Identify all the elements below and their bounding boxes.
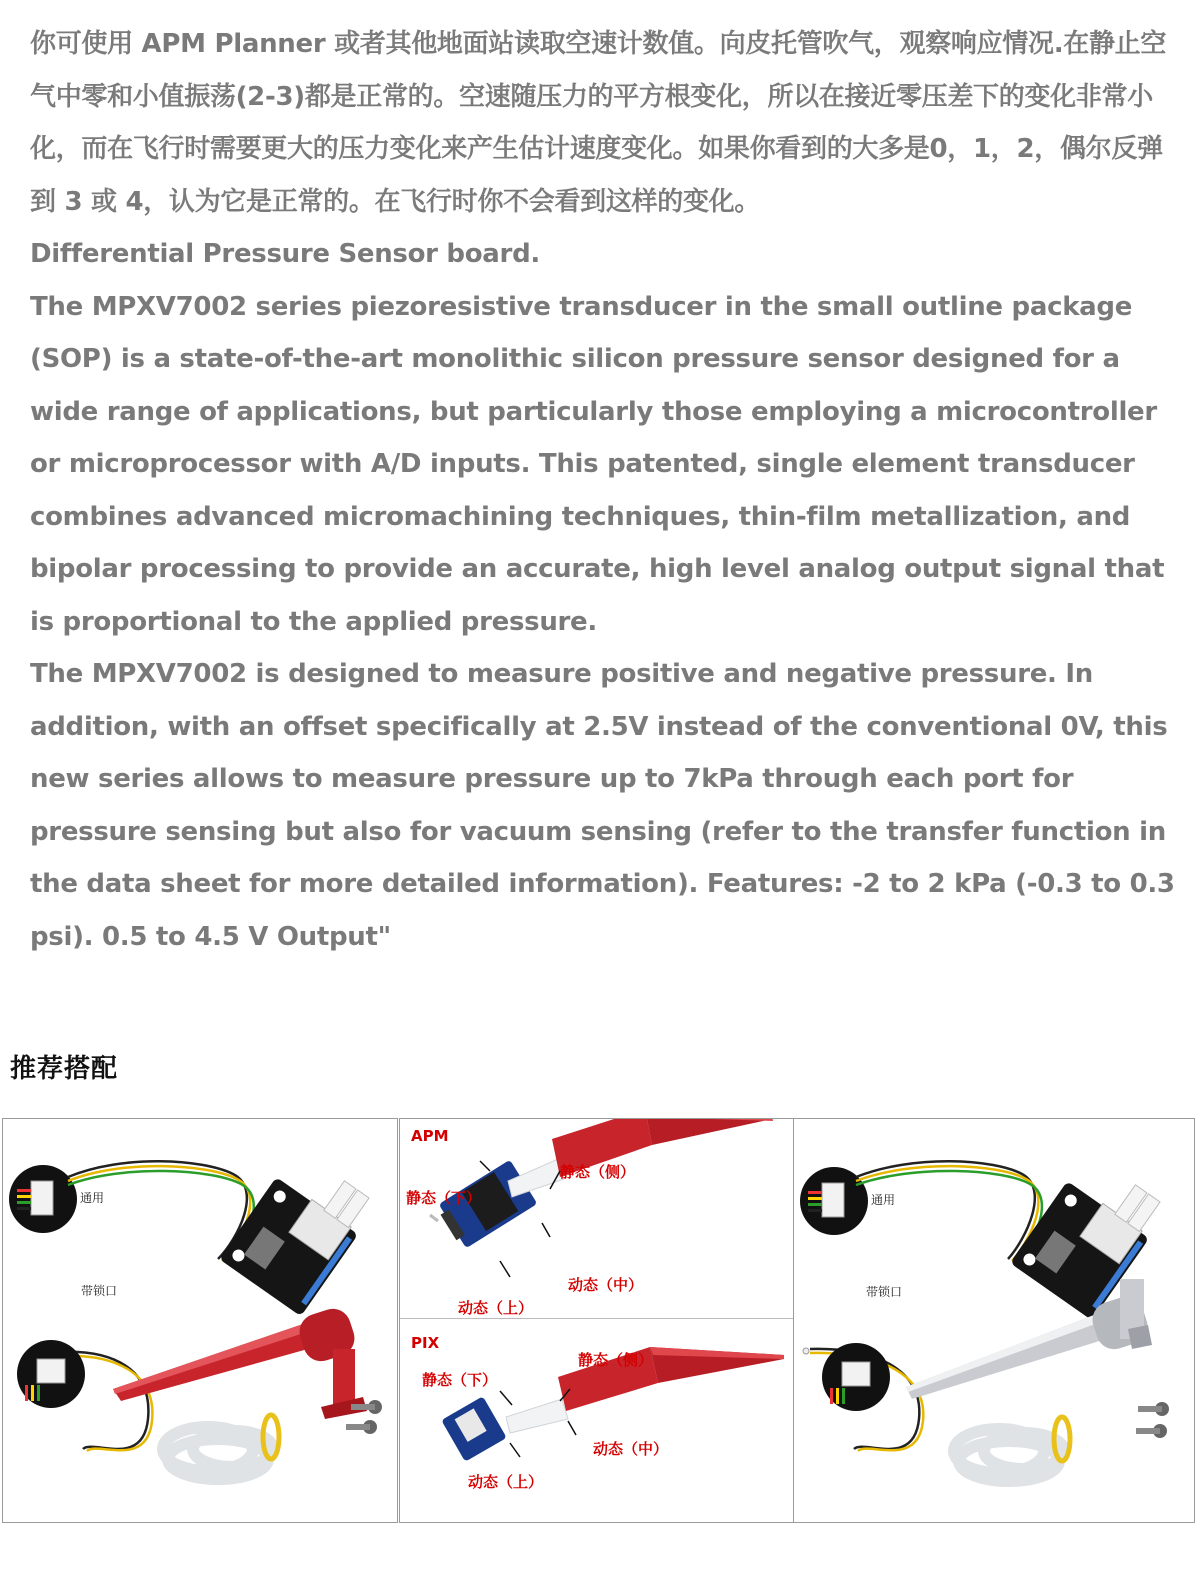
- pix-static-bottom: 静态（下）: [422, 1371, 498, 1389]
- pitot-tube-silver: [906, 1279, 1152, 1399]
- wiring-diagram-panel: [399, 1118, 794, 1523]
- label-locking: 带锁口: [866, 1285, 903, 1299]
- sensor-board: [1010, 1152, 1170, 1321]
- red-kit-illustration: [3, 1119, 398, 1523]
- apm-title: APM: [411, 1127, 449, 1145]
- product-image-silver-kit[interactable]: [793, 1118, 1195, 1523]
- silicone-tubing: [954, 1429, 1064, 1481]
- sensor-board: [219, 1148, 379, 1317]
- description-paragraph-features: The MPXV7002 is designed to measure positive and negative pressure. In addition, with an offset specifically at 2.5V instead of the conventional 0V, this new series allows to measure pressure up to 7kPa through each port for pressure sensing but also for vacuum sensing (refer to the transfer function in the data sheet for more detailed information). Features: -2 to 2 kPa (-0.3 to 0.3 psi). 0.5 to 4.5 V Output": [30, 659, 1175, 952]
- product-description: [30, 18, 1175, 963]
- description-paragraph-title: Differential Pressure Sensor board.: [30, 239, 540, 269]
- description-paragraph-overview: The MPXV7002 series piezoresistive transducer in the small outline package (SOP) is a state-of-the-art monolithic silicon pressure sensor designed for a wide range of applications, but particularly those employing a microcontroller or microprocessor with A/D inputs. This patented, single element transducer combines advanced micromachining techniques, thin-film metallization, and bipolar processing to provide an accurate, high level analog output signal that is proportional to the applied pressure.: [30, 291, 1165, 637]
- apm-static-side: 静态（侧）: [560, 1163, 636, 1181]
- apm-assembly: [430, 1119, 773, 1250]
- pix-title: PIX: [411, 1334, 440, 1352]
- pix-dynamic-top: 动态（上）: [468, 1473, 544, 1491]
- pix-static-side: 静态（侧）: [578, 1351, 654, 1369]
- silver-kit-illustration: [794, 1119, 1195, 1523]
- label-generic: 通用: [871, 1193, 896, 1207]
- label-generic: 通用: [80, 1191, 105, 1205]
- label-locking: 带锁口: [81, 1284, 118, 1298]
- apm-dynamic-top: 动态（上）: [458, 1299, 534, 1317]
- silicone-tubing: [163, 1427, 273, 1479]
- product-image-red-kit[interactable]: [2, 1118, 398, 1523]
- apm-static-bottom: 静态（下）: [406, 1189, 482, 1207]
- section-title: 推荐搭配: [10, 1054, 119, 1084]
- pix-dynamic-mid: 动态（中）: [593, 1440, 669, 1458]
- description-paragraph-cn: 你可使用 APM Planner 或者其他地面站读取空速计数值。向皮托管吹气，观察响应情况.在静止空气中零和小值振荡(2-3)都是正常的。空速随压力的平方根变化，所以在接近零压差下的变化非常小化，而在飞行时需要更大的压力变化来产生估计速度变化。如果你看到的大多是0，1，2，偶尔反弹到 3 或 4，认为它是正常的。在飞行时你不会看到这样的变化。: [30, 29, 1167, 217]
- apm-dynamic-mid: 动态（中）: [568, 1276, 644, 1294]
